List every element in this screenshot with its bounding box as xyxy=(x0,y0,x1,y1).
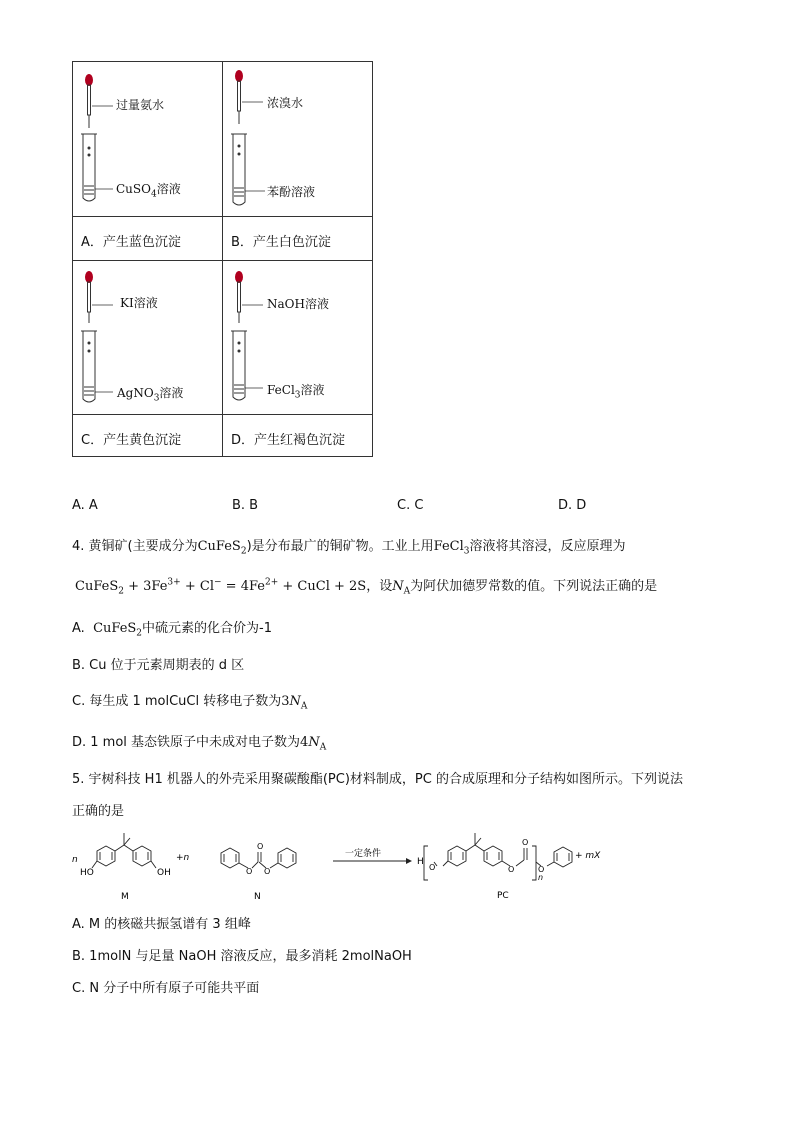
q4-option-b[interactable]: B. Cu 位于元素周期表的 d 区 xyxy=(72,658,245,673)
byproduct-label: + mX xyxy=(575,851,601,861)
dropper-icon xyxy=(85,74,93,128)
q5-stem-line1: 5. 宇树科技 H1 机器人的外壳采用聚碳酸酯(PC)材料制成，PC 的合成原理和分子结构如图所示。下列说法 xyxy=(72,772,683,787)
q5-option-b[interactable]: B. 1molN 与足量 NaOH 溶液反应，最多消耗 2molNaOH xyxy=(72,949,412,964)
q3-option-c[interactable]: C. C xyxy=(397,498,424,513)
oxygen-label: O xyxy=(257,842,264,851)
test-tube-icon xyxy=(81,331,97,402)
molecule-n xyxy=(221,848,296,868)
dropper-label: 浓溴水 xyxy=(267,96,304,110)
table-divider xyxy=(73,414,372,415)
q3-option-b[interactable]: B. B xyxy=(232,498,259,513)
test-tube-icon xyxy=(231,134,247,205)
molecule-pc xyxy=(424,833,572,880)
oxygen-label: O xyxy=(522,838,529,847)
experiment-table xyxy=(72,61,373,457)
q3-option-d[interactable]: D. D xyxy=(558,498,587,513)
option-caption-c: C．产生黄色沉淀 xyxy=(81,433,182,448)
pc-synthesis-scheme xyxy=(70,828,650,904)
q3-option-a[interactable]: A. A xyxy=(72,498,98,513)
coefficient-n: n xyxy=(72,855,78,865)
dropper-icon xyxy=(235,271,243,323)
table-cell-a-figure xyxy=(73,62,222,216)
hydrogen-label: H xyxy=(417,857,424,867)
tube-label: AgNO$_3$溶液 xyxy=(117,386,184,404)
label-n: N xyxy=(254,892,261,902)
label-pc: PC xyxy=(497,891,509,901)
q4-stem-line1: 4. 黄铜矿(主要成分为CuFeS$_2$)是分布最广的铜矿物。工业上用FeCl$_3$溶液将其溶浸，反应原理为 xyxy=(72,539,626,557)
dropper-label: 过量氨水 xyxy=(116,98,165,112)
option-caption-a: A．产生蓝色沉淀 xyxy=(81,235,181,250)
table-divider xyxy=(73,216,372,217)
q4-option-c[interactable]: C. 每生成 1 molCuCl 转移电子数为$3N_A$ xyxy=(72,694,308,712)
dropper-label: NaOH溶液 xyxy=(267,297,329,311)
table-cell-b-figure xyxy=(223,62,373,216)
tube-label: FeCl$_3$溶液 xyxy=(267,383,325,401)
oxygen-label: O xyxy=(429,863,436,872)
coefficient-plus-n: +n xyxy=(176,853,190,863)
hydroxyl-label: HO xyxy=(80,868,94,878)
oxygen-label: O xyxy=(264,867,271,876)
arrow-head-icon xyxy=(406,858,412,864)
label-m: M xyxy=(121,892,129,902)
oxygen-label: O xyxy=(508,865,515,874)
oxygen-label: O xyxy=(538,865,545,874)
q4-option-d[interactable]: D. 1 mol 基态铁原子中未成对电子数为$4N_A$ xyxy=(72,735,327,753)
dropper-icon xyxy=(235,70,243,124)
q4-equation: CuFeS$_2$ + $3Fe^{3+} + Cl^- = 4Fe^{2+}$ + CuCl + 2S，设$N_A$为阿伏加德罗常数的值。下列说法正确的是 xyxy=(75,577,658,597)
repeat-unit-n: n xyxy=(538,873,544,882)
test-tube-icon xyxy=(231,331,247,400)
oxygen-label: O xyxy=(246,867,253,876)
test-tube-icon xyxy=(81,134,97,201)
tube-label: 苯酚溶液 xyxy=(267,185,316,199)
option-caption-d: D．产生红褐色沉淀 xyxy=(231,433,346,448)
table-cell-c-figure xyxy=(73,261,222,414)
reaction-condition: 一定条件 xyxy=(345,849,382,859)
q5-option-c[interactable]: C. N 分子中所有原子可能共平面 xyxy=(72,981,260,996)
q5-option-a[interactable]: A. M 的核磁共振氢谱有 3 组峰 xyxy=(72,917,251,932)
dropper-icon xyxy=(85,271,93,323)
table-cell-d-figure xyxy=(223,261,373,414)
q4-option-a[interactable]: A. CuFeS$_2$中硫元素的化合价为-1 xyxy=(72,621,272,639)
hydroxyl-label: OH xyxy=(157,868,171,878)
option-caption-b: B．产生白色沉淀 xyxy=(231,235,331,250)
tube-label: CuSO$_4$溶液 xyxy=(116,182,181,200)
dropper-label: KI溶液 xyxy=(120,296,158,310)
molecule-m xyxy=(92,833,156,868)
q5-stem-line2: 正确的是 xyxy=(72,804,125,819)
